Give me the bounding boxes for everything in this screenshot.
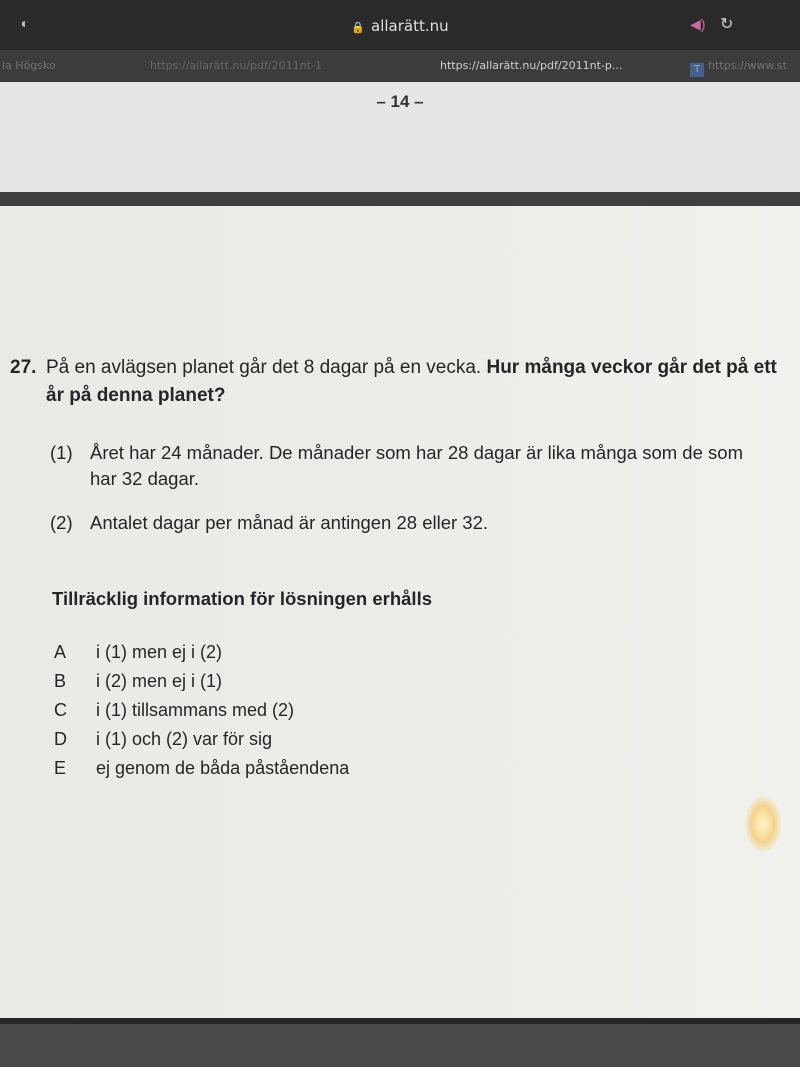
question-text <box>46 354 780 410</box>
speaker-icon[interactable]: ◀) <box>690 16 706 32</box>
page-number: – 14 – <box>376 92 424 111</box>
option-text: i (2) men ej i (1) <box>96 671 223 691</box>
tab-4[interactable] <box>690 59 787 77</box>
tab-4-label: https://www.st <box>708 59 787 72</box>
option-text: i (1) tillsammans med (2) <box>96 700 295 720</box>
question-27 <box>10 354 780 410</box>
option-text: ej genom de båda påståendena <box>96 758 350 778</box>
option-letter: B <box>54 671 67 691</box>
address-text: allarätt.nu <box>371 17 449 35</box>
statement-text: Antalet dagar per månad är antingen 28 eller 32. <box>90 512 489 533</box>
statement-text: Året har 24 månader. De månader som har 28 dagar är lika många som de som har 32 dagar. <box>90 442 743 489</box>
question-premise: På en avlägsen planet går det 8 dagar på en vecka. <box>46 357 482 378</box>
option-letter: C <box>54 700 67 720</box>
shield-icon[interactable]: ◐ <box>20 15 30 31</box>
statement-2 <box>50 510 770 536</box>
option-text: i (1) och (2) var för sig <box>96 729 273 749</box>
tab-1[interactable]: la Högsko <box>2 59 56 72</box>
option-text: i (1) men ej i (2) <box>96 642 223 662</box>
tab-bar <box>0 50 800 82</box>
laptop-bezel <box>0 1018 800 1067</box>
question-number: 27. <box>10 357 37 378</box>
screen-edge <box>0 1018 800 1024</box>
address-bar[interactable] <box>0 17 800 35</box>
option-letter: E <box>54 758 67 778</box>
option-letter: A <box>54 642 67 662</box>
tab-2[interactable]: https://allarätt.nu/pdf/2011nt-1 <box>150 59 322 72</box>
reload-icon[interactable]: ↻ <box>720 16 734 33</box>
page-separator <box>0 192 800 206</box>
tab-3-active[interactable]: https://allarätt.nu/pdf/2011nt-p... <box>440 59 623 72</box>
answer-prompt: Tillräcklig information för lösningen erhålls <box>52 588 432 609</box>
previous-page <box>0 82 800 192</box>
light-reflection <box>745 796 781 852</box>
statement-label: (2) <box>50 512 73 533</box>
option-letter: D <box>54 729 67 749</box>
lock-icon: 🔒 <box>351 21 366 34</box>
question-ask: Hur många veckor går det på ett år på denna planet? <box>46 357 777 406</box>
statement-label: (1) <box>50 442 73 463</box>
bookmark-icon: T <box>690 63 704 77</box>
pdf-page <box>0 206 800 1018</box>
browser-toolbar <box>0 0 800 50</box>
statement-1 <box>50 440 770 492</box>
